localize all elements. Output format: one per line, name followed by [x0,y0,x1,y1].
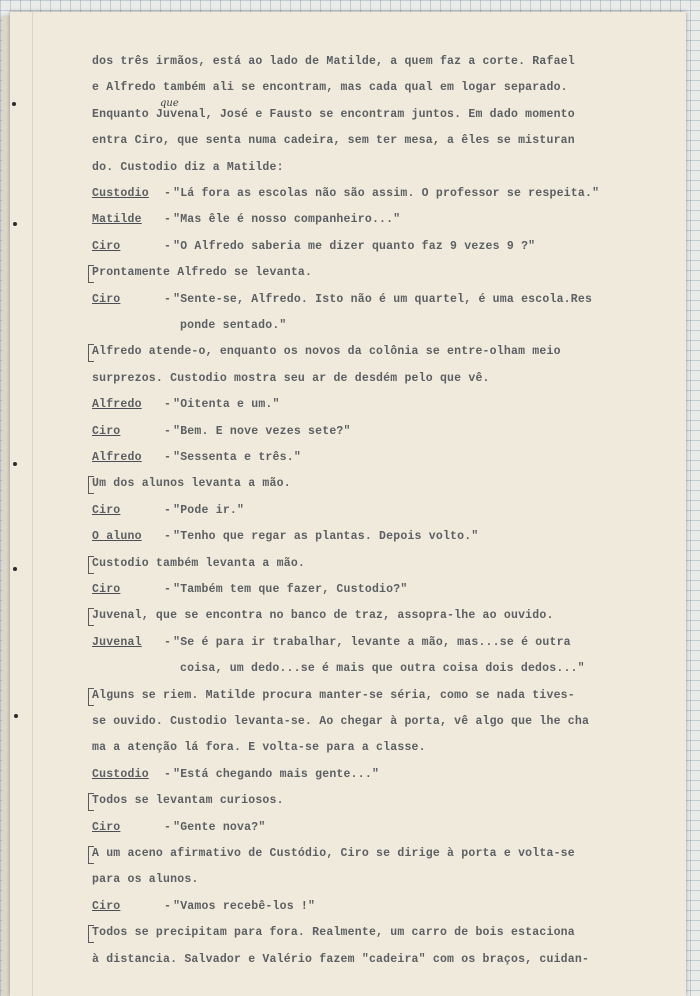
line-text: Um dos alunos levanta a mão. [92,477,291,491]
speaker-name: Ciro [92,899,121,913]
margin-bracket [88,608,94,626]
line-text: Enquanto Juvenal, José e Fausto se encontram juntos. Em dado momento [92,107,575,121]
stage-direction-line [92,554,652,574]
margin-bracket [88,265,94,283]
dialogue-line [92,501,652,521]
margin-bracket [88,344,94,362]
text-line [92,712,652,732]
dialogue-line [92,422,652,442]
dialogue-dash: - [164,583,172,596]
margin-line [32,12,33,996]
speaker-name: Juvenal [92,635,142,649]
line-text: do. Custodio diz a Matilde: [92,160,284,174]
punch-hole-mark [12,102,16,106]
line-text: "Tenho que regar as plantas. Depois volto." [173,530,479,544]
margin-bracket [88,846,94,864]
text-line [92,105,652,125]
dialogue-line [92,395,652,415]
line-text: Juvenal, que se encontra no banco de traz, assopra-lhe ao ouvido. [92,609,554,623]
dialogue-line [92,765,652,785]
text-line [92,870,652,890]
dialogue-line [92,237,652,257]
stage-direction-line [92,923,652,943]
line-text: "Lá fora as escolas não são assim. O professor se respeita." [173,187,600,200]
dialogue-dash: - [164,899,172,913]
line-text: se ouvido. Custodio levanta-se. Ao chegar à porta, vê algo que lhe cha [92,715,590,728]
dialogue-dash: - [164,292,172,306]
dialogue-dash: - [164,213,172,227]
dialogue-dash: - [164,398,172,412]
line-text: coisa, um dedo...se é mais que outra coisa dois dedos..." [180,662,585,676]
line-text: ma a atenção lá fora. E volta-se para a classe. [92,741,426,755]
speaker-name: Matilde [92,213,142,227]
dialogue-line [92,580,652,600]
line-text: surprezos. Custodio mostra seu ar de desdém pelo que vê. [92,371,490,385]
speaker-name: Ciro [92,503,121,517]
margin-bracket [88,556,94,574]
stage-direction-line [92,263,652,283]
text-line [180,659,700,679]
line-text: dos três irmãos, está ao lado de Matilde, a quem faz a corte. Rafael [92,55,575,68]
text-line [92,131,652,151]
line-text: para os alunos. [92,873,199,887]
speaker-name: Custodio [92,187,149,200]
speaker-name: Ciro [92,239,121,253]
text-line [92,369,652,389]
dialogue-line [92,818,652,838]
line-text: entra Ciro, que senta numa cadeira, sem ter mesa, a êles se misturan [92,134,575,148]
stage-direction-line [92,606,652,626]
text-line [92,158,652,178]
line-text: à distancia. Salvador e Valério fazem "cadeira" com os braços, cuidan- [92,952,590,966]
handwritten-insertion: que [160,98,179,109]
line-text: "Mas êle é nosso companheiro..." [173,213,401,227]
margin-bracket [88,476,94,494]
margin-bracket [88,925,94,943]
dialogue-line [92,527,652,547]
text-line [180,316,700,336]
line-text: "Sessenta e três." [173,451,301,464]
dialogue-line [92,210,652,230]
speaker-name: Ciro [92,583,121,596]
line-text: "Vamos recebê-los !" [173,899,316,913]
speaker-name: Alfredo [92,398,142,412]
line-text: A um aceno afirmativo de Custódio, Ciro se dirige à porta e volta-se [92,847,575,860]
line-text: "Bem. E nove vezes sete?" [173,424,351,438]
line-text: "Oitenta e um." [173,398,280,412]
dialogue-dash: - [164,503,172,517]
speaker-name: Ciro [92,424,121,438]
dialogue-line [92,633,652,653]
line-text: "O Alfredo saberia me dizer quanto faz 9 vezes 9 ?" [173,239,536,253]
text-line [92,738,652,758]
line-text: e Alfredo também ali se encontram, mas cada qual em logar separado. [92,81,568,95]
dialogue-dash: - [164,187,172,200]
speaker-name: O aluno [92,530,142,544]
text-line [92,950,652,970]
speaker-name: Custodio [92,767,149,781]
dialogue-dash: - [164,767,172,781]
line-text: Prontamente Alfredo se levanta. [92,266,313,280]
line-text: "Gente nova?" [173,820,266,834]
stage-direction-line [92,474,652,494]
dialogue-dash: - [164,820,172,834]
speaker-name: Ciro [92,820,121,834]
dialogue-line [92,184,652,204]
line-text: Alfredo atende-o, enquanto os novos da colônia se entre-olham meio [92,345,561,359]
line-text: ponde sentado." [180,319,287,332]
punch-hole-mark [14,714,18,718]
dialogue-line [92,290,652,310]
text-line [92,78,652,98]
line-text: "Sente-se, Alfredo. Isto não é um quartel, é uma escola.Res [173,292,593,306]
line-text: Custodio também levanta a mão. [92,556,306,570]
stage-direction-line [92,844,652,864]
stage-direction-line [92,342,652,362]
speaker-name: Ciro [92,292,121,306]
line-text: Todos se precipitam para fora. Realmente, um carro de bois estaciona [92,926,575,940]
line-text: "Se é para ir trabalhar, levante a mão, mas...se é outra [173,635,571,649]
line-text: Todos se levantam curiosos. [92,794,284,808]
line-text: "Também tem que fazer, Custodio?" [173,583,408,596]
line-text: "Pode ir." [173,503,245,517]
stage-direction-line [92,791,652,811]
line-text: Alguns se riem. Matilde procura manter-se séria, como se nada tives- [92,688,575,702]
text-line [92,52,652,72]
dialogue-line [92,897,652,917]
margin-bracket [88,793,94,811]
dialogue-dash: - [164,635,172,649]
speaker-name: Alfredo [92,451,142,464]
dialogue-dash: - [164,530,172,544]
line-text: "Está chegando mais gente..." [173,767,380,781]
dialogue-dash: - [164,451,172,464]
punch-hole-mark [13,222,17,226]
stage-direction-line [92,686,652,706]
punch-hole-mark [13,462,17,466]
dialogue-dash: - [164,424,172,438]
margin-bracket [88,688,94,706]
dialogue-line [92,448,652,468]
dialogue-dash: - [164,239,172,253]
punch-hole-mark [13,567,17,571]
